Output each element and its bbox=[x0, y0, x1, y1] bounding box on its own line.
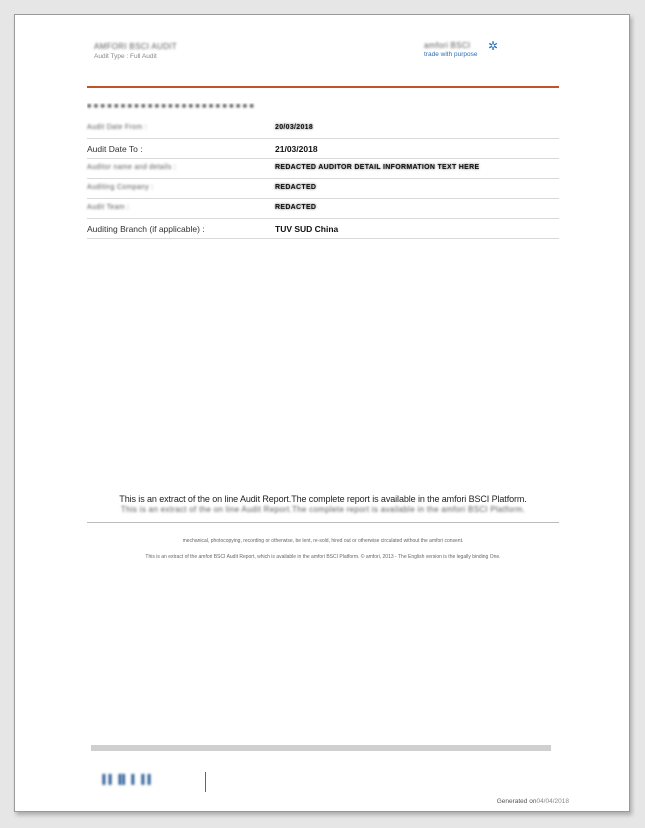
row-value: REDACTED AUDITOR DETAIL INFORMATION TEXT HERE bbox=[275, 164, 480, 171]
stamp-text: ▐ ▌▐▌ ▌▐ ▌ bbox=[99, 774, 155, 784]
extract-notice-box bbox=[87, 494, 559, 523]
generated-label: Generated on bbox=[496, 798, 537, 805]
generated-on bbox=[497, 798, 569, 805]
table-row bbox=[87, 199, 559, 219]
extract-notice: This is an extract of the on line Audit Report.The complete report is available in the amfori BSCI Platform. bbox=[119, 494, 527, 504]
document-page bbox=[14, 14, 630, 812]
row-value: REDACTED bbox=[275, 184, 317, 191]
footer-stamp bbox=[99, 774, 219, 792]
report-title: AMFORI BSCI AUDIT bbox=[94, 42, 177, 51]
table-row bbox=[87, 219, 559, 239]
table-row bbox=[87, 139, 559, 159]
row-label: Audit Team : bbox=[87, 204, 130, 211]
legal-notice-1: mechanical, photocopying, recording or otherwise, be lent, re-sold, hired out or otherwise circulated without the amfori consent. bbox=[182, 538, 464, 544]
header-divider bbox=[87, 86, 559, 88]
logo-name: amfori BSCI bbox=[424, 41, 471, 50]
table-row bbox=[87, 179, 559, 199]
row-value: REDACTED bbox=[275, 204, 317, 211]
row-label: Audit Date To : bbox=[87, 144, 143, 154]
row-label: Auditing Company : bbox=[87, 184, 154, 191]
audit-type-label: Audit Type : Full Audit bbox=[94, 53, 157, 60]
legal-notice-2: This is an extract of the amfori BSCI Audit Report, which is available in the amfori BSCI Platform. © amfori, 2013 - The English version is the legally binding One. bbox=[145, 554, 501, 560]
extract-notice-shadow: This is an extract of the on line Audit Report.The complete report is available in the amfori BSCI Platform. bbox=[120, 505, 526, 514]
generated-date: 04/04/2018 bbox=[536, 798, 569, 805]
amfori-logo bbox=[424, 39, 534, 63]
table-row bbox=[87, 159, 559, 179]
footer-divider bbox=[205, 772, 206, 792]
row-value: 21/03/2018 bbox=[275, 144, 318, 154]
table-row bbox=[87, 119, 559, 139]
redacted-row: ■ ■ ■ ■ ■ ■ ■ ■ ■ ■ ■ ■ ■ ■ ■ ■ ■ ■ ■ ■ ■ ■ ■ ■ ■ bbox=[87, 103, 255, 110]
row-label: Auditing Branch (if applicable) : bbox=[87, 224, 205, 234]
row-value: TUV SUD China bbox=[275, 224, 339, 234]
row-value: 20/03/2018 bbox=[275, 124, 314, 131]
logo-tagline: trade with purpose bbox=[424, 51, 478, 58]
audit-details-table bbox=[87, 119, 559, 239]
footer-bar bbox=[91, 745, 551, 751]
row-label: Audit Date From : bbox=[87, 124, 147, 131]
row-label: Auditor name and details : bbox=[87, 164, 177, 171]
globe-icon: ✲ bbox=[488, 39, 499, 53]
